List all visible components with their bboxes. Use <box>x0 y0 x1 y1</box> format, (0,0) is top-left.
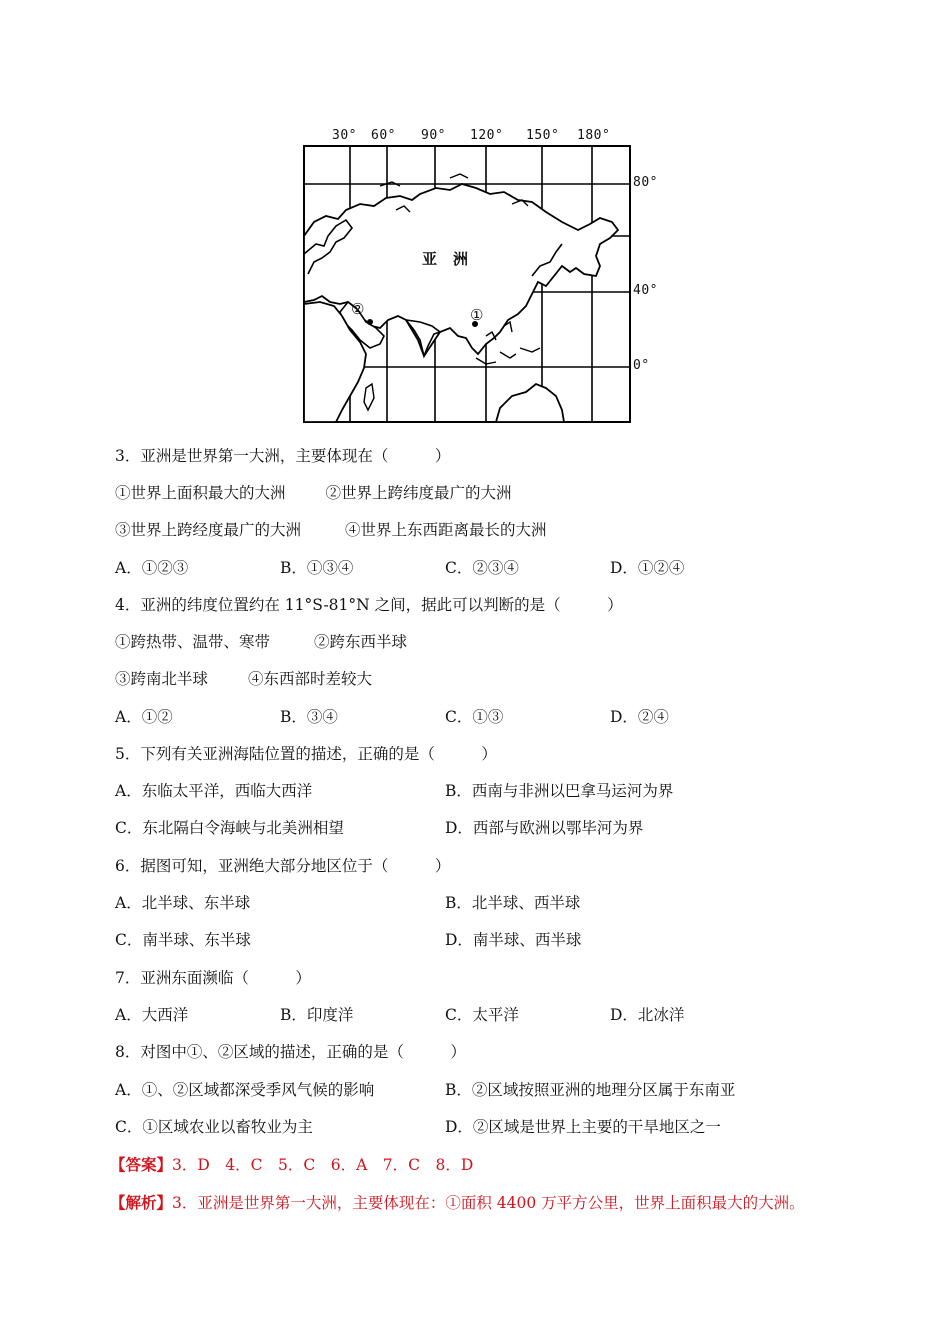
option-c[interactable]: C．②③④ <box>445 559 519 577</box>
option-c[interactable]: C．太平洋 <box>445 1006 519 1024</box>
marker-1-label: ① <box>470 306 484 324</box>
question-3-statements-a <box>115 483 512 503</box>
option-b[interactable]: B．③④ <box>280 708 338 726</box>
statement: ①世界上面积最大的大洲 <box>115 484 286 502</box>
region-2-dot <box>367 319 373 325</box>
option-b[interactable]: B．西南与非洲以巴拿马运河为界 <box>445 782 674 800</box>
lon-label: 150° <box>526 128 560 143</box>
option-d[interactable]: D．西部与欧洲以鄂毕河为界 <box>445 819 644 837</box>
lon-label: 90° <box>421 128 446 143</box>
lon-label: 180° <box>577 128 611 143</box>
question-4-statements-a <box>115 632 407 652</box>
question-3-options <box>115 558 684 578</box>
question-4-options <box>115 707 669 727</box>
asia-map <box>300 126 636 426</box>
answer-tag: 【答案】 <box>110 1155 173 1174</box>
option-d[interactable]: D．②区域是世界上主要的干旱地区之一 <box>445 1118 721 1136</box>
marker-2-label: ② <box>351 300 365 318</box>
lat-label: 0° <box>633 358 650 373</box>
question-6-stem: 6．据图可知，亚洲绝大部分地区位于（ ） <box>115 857 451 875</box>
option-b[interactable]: B．②区域按照亚洲的地理分区属于东南亚 <box>445 1081 736 1099</box>
lon-label: 30° <box>332 128 357 143</box>
option-c[interactable]: C．①区域农业以畜牧业为主 <box>115 1118 313 1136</box>
lat-label: 40° <box>633 283 658 298</box>
question-7-options <box>115 1005 684 1025</box>
option-c[interactable]: C．南半球、东半球 <box>115 931 251 949</box>
statement: ④世界上东西距离最长的大洲 <box>345 521 547 539</box>
option-a[interactable]: A．东临太平洋，西临大西洋 <box>115 782 313 800</box>
analysis-text: 3．亚洲是世界第一大洲，主要体现在：①面积 4400 万平方公里，世界上面积最大的大洲。 <box>172 1194 805 1212</box>
statement: ②世界上跨纬度最广的大洲 <box>325 484 512 502</box>
statement: ①跨热带、温带、寒带 <box>115 633 271 651</box>
question-7-stem: 7．亚洲东面濒临（ ） <box>115 969 311 987</box>
analysis-tag: 【解析】 <box>110 1193 173 1212</box>
answer-line <box>110 1155 473 1175</box>
question-3-statements-b <box>115 520 547 540</box>
question-4-statements-b <box>115 669 372 689</box>
option-b[interactable]: B．印度洋 <box>280 1006 354 1024</box>
question-4-stem: 4．亚洲的纬度位置约在 11°S-81°N 之间，据此可以判断的是（ ） <box>115 596 623 614</box>
continent-label: 亚 洲 <box>422 250 469 268</box>
answer-text: 3．D 4．C 5．C 6．A 7．C 8．D <box>172 1156 474 1174</box>
option-c[interactable]: C．①③ <box>445 708 504 726</box>
option-a[interactable]: A．①② <box>115 708 173 726</box>
analysis-line <box>110 1193 805 1213</box>
statement: ③跨南北半球 <box>115 670 209 688</box>
question-3-stem: 3．亚洲是世界第一大洲，主要体现在（ ） <box>115 447 451 465</box>
statement: ②跨东西半球 <box>314 633 408 651</box>
option-a[interactable]: A．北半球、东半球 <box>115 894 251 912</box>
option-d[interactable]: D．北冰洋 <box>610 1006 685 1024</box>
option-b[interactable]: B．①③④ <box>280 559 354 577</box>
option-a[interactable]: A．大西洋 <box>115 1006 189 1024</box>
question-8-stem: 8．对图中①、②区域的描述，正确的是（ ） <box>115 1043 466 1061</box>
option-a[interactable]: A．①②③ <box>115 559 189 577</box>
option-c[interactable]: C．东北隔白令海峡与北美洲相望 <box>115 819 344 837</box>
statement: ③世界上跨经度最广的大洲 <box>115 521 302 539</box>
option-d[interactable]: D．①②④ <box>610 559 685 577</box>
asia-map-figure <box>300 126 658 426</box>
option-d[interactable]: D．南半球、西半球 <box>445 931 582 949</box>
option-a[interactable]: A．①、②区域都深受季风气候的影响 <box>115 1081 375 1099</box>
lon-label: 60° <box>371 128 396 143</box>
lon-label: 120° <box>470 128 504 143</box>
option-b[interactable]: B．北半球、西半球 <box>445 894 581 912</box>
lat-label: 80° <box>633 175 658 190</box>
option-d[interactable]: D．②④ <box>610 708 669 726</box>
question-5-stem: 5．下列有关亚洲海陆位置的描述，正确的是（ ） <box>115 745 497 763</box>
statement: ④东西部时差较大 <box>248 670 373 688</box>
